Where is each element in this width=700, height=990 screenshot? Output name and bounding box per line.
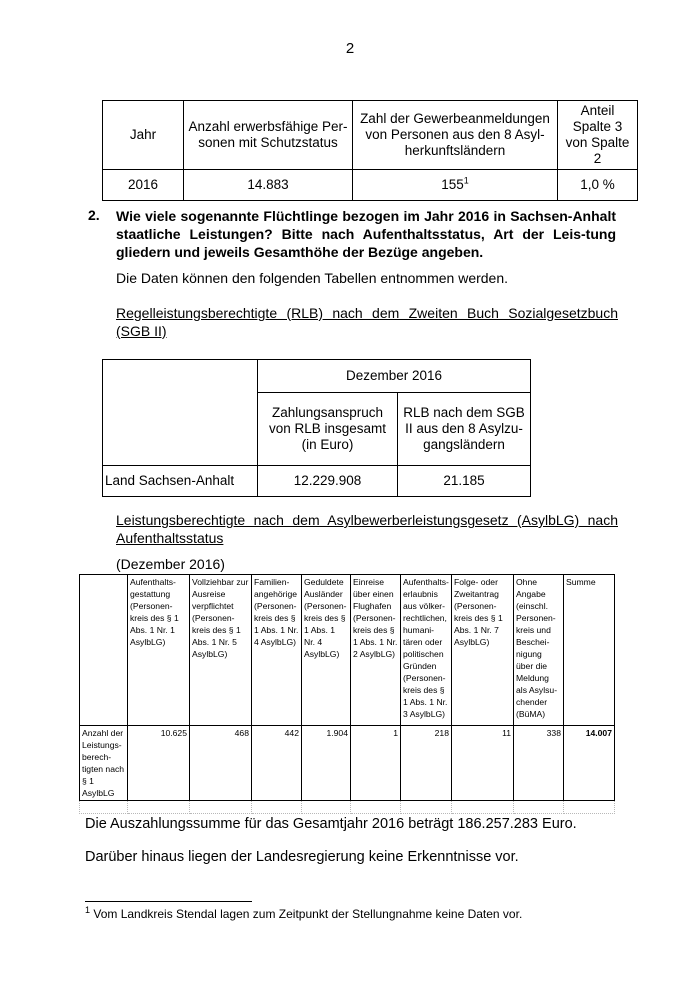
header-payment-claim: Zahlungsanspruch von RLB insgesamt (in Euro) [258,393,398,466]
empty-corner-cell [103,360,258,466]
asylblg-table [79,574,615,814]
header-col-7: Folge- oder Zweitantrag (Personen- kreis des § 1 Abs. 1 Nr. 7 AsylbLG) [452,575,514,726]
empty-corner-cell [80,575,128,726]
footnote-text: Vom Landkreis Stendal lagen zum Zeitpunkt der Stellungnahme keine Daten vor. [90,907,523,921]
table-header-row [103,101,638,170]
cell-year: 2016 [103,170,184,201]
answer-intro: Die Daten können den folgenden Tabellen entnommen werden. [116,270,509,286]
cell-value-sum: 14.007 [564,726,615,801]
header-registrations: Zahl der Gewerbeanmeldungen von Personen aus den 8 Asyl- herkunftsländern [353,101,558,170]
sgb-ii-table [102,359,531,497]
business-registrations-table [102,100,638,201]
footnote-ref: 1 [463,175,469,186]
cell-value-8: 338 [514,726,564,801]
no-information-text: Darüber hinaus liegen der Landesregierung keine Erkenntnisse vor. [85,849,519,865]
question-number: 2. [88,207,100,223]
cell-value-4: 1.904 [302,726,351,801]
asylblg-table-heading: Leistungsberechtigte nach dem Asylbewerberleistungsgesetz (AsylbLG) nach Aufenthaltsstatus [116,512,618,546]
cell-value-5: 1 [351,726,401,801]
table-row [103,170,638,201]
table-row [103,466,531,497]
row-label: Anzahl der Leistungs- berech- tigten nach § 1 AsylbLG [80,726,128,801]
header-col-3: Familien- angehörige (Personen- kreis des § 1 Abs. 1 Nr. 4 AsylbLG) [252,575,302,726]
cell-value-1: 10.625 [128,726,190,801]
header-col-5: Einreise über einen Flughafen (Personen- kreis des § 1 Abs. 1 Nr. 2 AsylbLG) [351,575,401,726]
footnote-separator [85,901,252,902]
header-share: Anteil Spalte 3 von Spalte 2 [558,101,638,170]
header-col-8: Ohne Angabe (einschl. Personen- kreis und Beschei- nigung über die Meldung als Asylsu- chender (BüMA) [514,575,564,726]
asylblg-table-period: (Dezember 2016) [116,556,225,572]
header-year: Jahr [103,101,184,170]
cell-value-2: 468 [190,726,252,801]
row-label: Land Sachsen-Anhalt [103,466,258,497]
header-rlb-asylum: RLB nach dem SGB II aus den 8 Asylzu- gangsländern [398,393,531,466]
cell-persons: 14.883 [184,170,353,201]
registrations-value: 155 [441,177,464,192]
table-header-row [103,360,531,393]
footnote [85,907,645,921]
table-header-row [80,575,615,726]
header-persons: Anzahl erwerbsfähige Per- sonen mit Schutzstatus [184,101,353,170]
cell-share: 1,0 % [558,170,638,201]
empty-grid-row [80,801,615,814]
period-header: Dezember 2016 [258,360,531,393]
footnote-marker: 1 [85,905,91,915]
cell-rlb-asylum: 21.185 [398,466,531,497]
header-col-sum: Summe [564,575,615,726]
cell-value-3: 442 [252,726,302,801]
table-row [80,726,615,801]
header-col-6: Aufenthalts- erlaubnis aus völker- rechtlichen, humani- tären oder politischen Gründen (Personen- kreis des § 1 Abs. 1 Nr. 3 AsylbLG) [401,575,452,726]
page-number: 2 [345,40,355,57]
sgb-table-heading: Regelleistungsberechtigte (RLB) nach dem Zweiten Buch Sozialgesetzbuch (SGB II) [116,305,618,339]
cell-value-6: 218 [401,726,452,801]
cell-payment-claim: 12.229.908 [258,466,398,497]
header-col-2: Vollziehbar zur Ausreise verpflichtet (Personen- kreis des § 1 Abs. 1 Nr. 5 AsylbLG) [190,575,252,726]
total-payment-text: Die Auszahlungssumme für das Gesamtjahr 2016 beträgt 186.257.283 Euro. [85,816,577,832]
header-col-4: Geduldete Ausländer (Personen- kreis des § 1 Abs. 1 Nr. 4 AsylbLG) [302,575,351,726]
question-text: Wie viele sogenannte Flüchtlinge bezogen im Jahr 2016 in Sachsen-Anhalt staatliche Leistungen? Bitte nach Aufenthaltsstatus, Art der Leis-tung gliedern und jeweils Gesamthöhe der Bezüge angeben. [116,208,616,260]
cell-value-7: 11 [452,726,514,801]
cell-registrations [353,170,558,201]
header-col-1: Aufenthalts- gestattung (Personen- kreis des § 1 Abs. 1 Nr. 1 AsylbLG) [128,575,190,726]
